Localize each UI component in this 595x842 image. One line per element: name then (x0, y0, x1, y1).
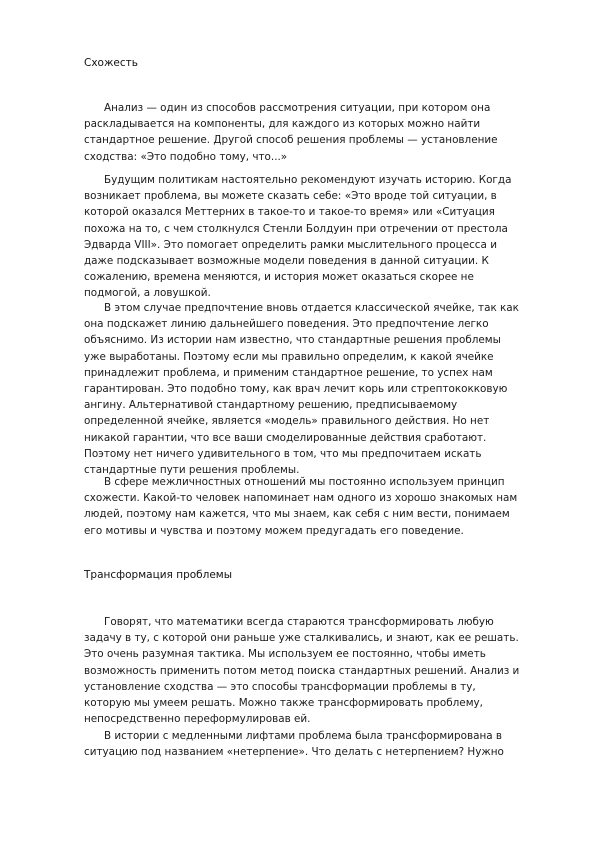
paragraph-mathematicians: Говорят, что математики всегда стараются трансформировать любую задачу в ту, с которой они раньше уже сталкивались, и знают, как ее решать. Это очень разумная тактика. Мы используем ее постоянно, чтобы иметь возможность применить потом метод поиска стандартных решений. Анализ и установление сходства — это способы трансформации проблемы в ту, которую мы умеем решать. Можно также трансформировать проблему, непосредственно переформулировав ей. (84, 616, 520, 726)
paragraph-history: Будущим политикам настоятельно рекомендуют изучать историю. Когда возникает проблема, вы можете сказать себе: «Это вроде той ситуации, в которой оказался Меттерних в такое-то и такое-то время» или «Ситуация похожа на то, с чем столкнулся Стенли Болдуин при отречении от престола Эдварда VIII». Это помогает определить рамки мыслительного процесса и даже подсказывает возможные модели поведения в данной ситуации. К сожалению, времена меняются, и история может оказаться скорее не подмогой, а ловушкой. (84, 174, 512, 300)
paragraph-analysis: Анализ — один из способов рассмотрения ситуации, при котором она раскладывается на компоненты, для каждого из которых можно найти стандартное решение. Другой способ решения проблемы — установление сходства: «Это подобно тому, что...» (84, 102, 498, 163)
section-heading-similarity: Схожесть (84, 57, 138, 69)
section-heading-transformation: Трансформация проблемы (84, 569, 233, 581)
paragraph-classic-cell: В этом случае предпочтение вновь отдается классической ячейке, так как она подскажет линию дальнейшего поведения. Это предпочтение легко объяснимо. Из истории нам известно, что стандартные решения проблемы уже выработаны. Поэтому если мы правильно определим, к какой ячейке принадлежит проблема, и применим стандартное решение, то успех нам гарантирован. Это подобно тому, как врач лечит корь или стрептококковую ангину. Альтернативой стандартному решению, предписываемому определенной ячейке, является «модель» правильного действия. Но нет никакой гарантии, что все ваши смоделированные действия сработают. Поэтому нет ничего удивительного в том, что мы предпочитаем искать стандартные пути решения проблемы. (84, 302, 519, 477)
paragraph-elevators: В истории с медленными лифтами проблема была трансформирована в ситуацию под названием «нетерпение». Что делать с нетерпением? Нужно (84, 730, 504, 759)
paragraph-interpersonal: В сфере межличностных отношений мы постоянно используем принцип схожести. Какой-то человек напоминает нам одного из хорошо знакомых нам людей, поэтому нам кажется, что мы знаем, как себя с ним вести, понимаем его мотивы и чувства и поэтому можем предугадать его поведение. (84, 476, 518, 537)
